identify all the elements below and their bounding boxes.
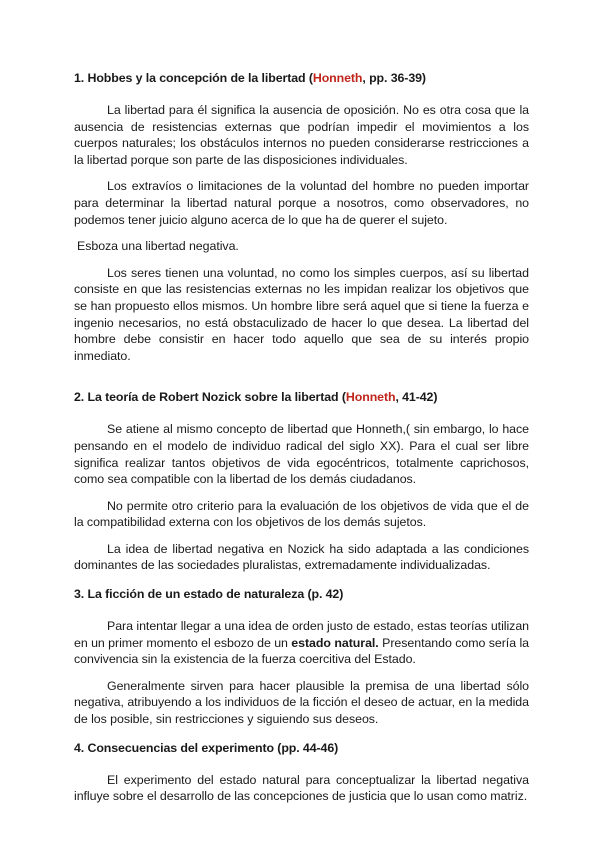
paragraph: No permite otro criterio para la evaluación de los objetivos de vida que el de la compatibilidad externa con los objetivos de los demás sujetos. bbox=[74, 498, 529, 530]
citation-author: Honneth bbox=[345, 390, 396, 405]
paragraph: Se atiene al mismo concepto de libertad que Honneth,( sin embargo, lo hace pensando en el modelo de individuo radical del siglo XX). Para el cual ser libre significa realizar tantos objetivos de vida egocéntricos, totalmente caprichosos, como sea compatible con la libertad de los demás ciudadanos. bbox=[74, 422, 529, 487]
section-1-heading: 1. Hobbes y la concepción de la libertad (Honneth, pp. 36-39) bbox=[74, 71, 426, 85]
paragraph: El experimento del estado natural para conceptualizar la libertad negativa influye sobre el desarrollo de las concepciones de justicia que lo usan como matriz. bbox=[74, 772, 529, 804]
paragraph: Los seres tienen una voluntad, no como los simples cuerpos, así su libertad consiste en que las resistencias externas no les impidan realizar los objetivos que se han propuesto ellos mismos. Un hombre libre será aquel que si tiene la fuerza e ingenio necesarios, no está obstaculizado de hacer lo que desea. La libertad del hombre debe consistir en hacer todo aquello que sea de su interés propio inmediato. bbox=[74, 265, 529, 363]
bold-term: estado natural. bbox=[291, 635, 379, 650]
document-body bbox=[74, 70, 529, 805]
citation-author: Honneth bbox=[312, 71, 363, 85]
paragraph: Generalmente sirven para hacer plausible la premisa de una libertad sólo negativa, atribuyendo a los individuos de la ficción el deseo de actuar, en la medida de los posible, sin restricciones y siguiendo sus deseos. bbox=[74, 678, 529, 727]
paragraph: Esboza una libertad negativa. bbox=[77, 239, 239, 254]
paragraph: La libertad para él significa la ausencia de oposición. No es otra cosa que la ausencia de resistencias externas que podrían impedir el movimientos a los cuerpos naturales; los obstáculos internos no pueden considerarse restricciones a la libertad porque son parte de las disposiciones individuales. bbox=[74, 103, 529, 167]
paragraph: Los extravíos o limitaciones de la voluntad del hombre no pueden importar para determinar la libertad natural porque a nosotros, como observadores, no podemos tener juicio alguno acerca de lo que ha de querer el sujeto. bbox=[74, 179, 529, 227]
section-4-heading: 4. Consecuencias del experimento (pp. 44-46) bbox=[74, 740, 339, 755]
paragraph: La idea de libertad negativa en Nozick ha sido adaptada a las condiciones dominantes de las sociedades pluralistas, extremadamente individualizadas. bbox=[74, 541, 529, 573]
section-3-heading: 3. La ficción de un estado de naturaleza (p. 42) bbox=[74, 587, 344, 602]
paragraph: Para intentar llegar a una idea de orden justo de estado, estas teorías utilizan en un primer momento el esbozo de un estado natural. Presentando como sería la convivencia sin la existencia de la fuerza coercitiva del Estado. bbox=[74, 619, 529, 667]
section-2-heading: 2. La teoría de Robert Nozick sobre la libertad (Honneth, 41-42) bbox=[74, 390, 438, 405]
